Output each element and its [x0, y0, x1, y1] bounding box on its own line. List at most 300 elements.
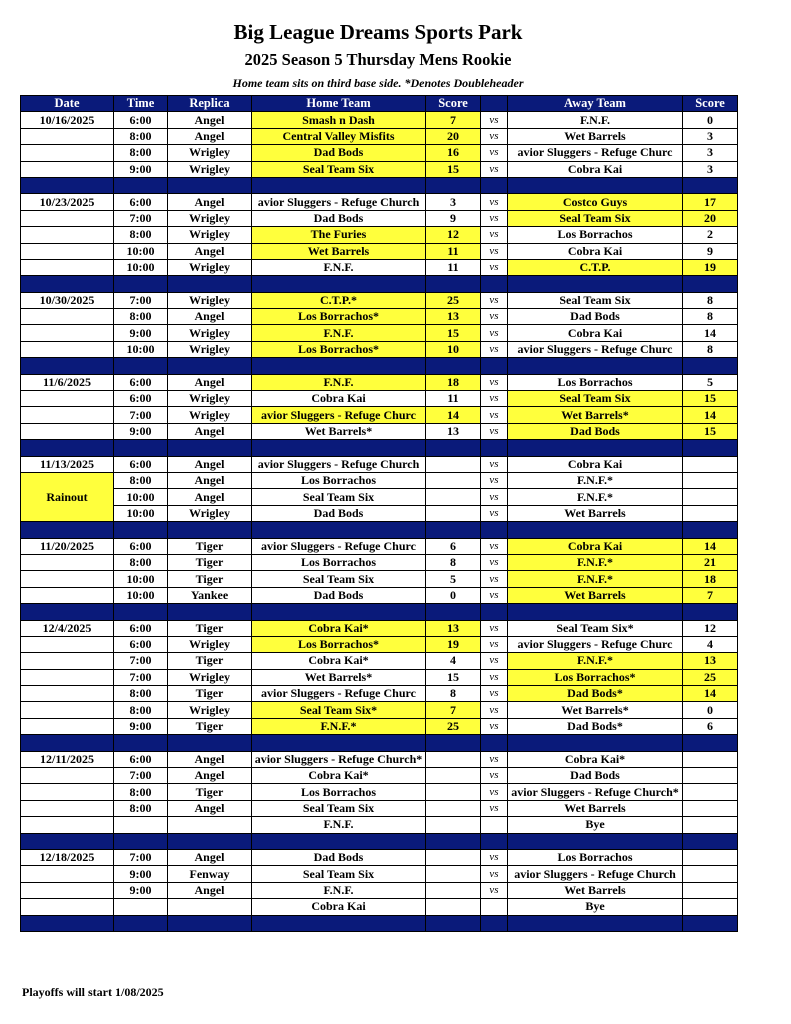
date-cell: 11/20/2025 [21, 538, 114, 554]
home-score-cell: 6 [426, 538, 481, 554]
home-score-cell: 20 [426, 128, 481, 144]
replica-cell: Yankee [168, 587, 252, 603]
time-cell: 6:00 [114, 636, 168, 652]
time-cell: 8:00 [114, 784, 168, 800]
separator-cell [481, 915, 508, 931]
away-team-cell: Dad Bods [508, 768, 683, 784]
vs-cell: vs [481, 292, 508, 308]
away-team-cell: Dad Bods* [508, 686, 683, 702]
home-team-cell: The Furies [252, 227, 426, 243]
away-score-cell: 3 [683, 145, 738, 161]
date-cell: 12/4/2025 [21, 620, 114, 636]
away-score-cell: 17 [683, 194, 738, 210]
home-team-cell: F.N.F. [252, 259, 426, 275]
table-row [21, 210, 738, 226]
time-cell: 8:00 [114, 472, 168, 488]
table-row [21, 505, 738, 521]
away-score-cell: 3 [683, 128, 738, 144]
separator-cell [114, 276, 168, 292]
home-team-cell: Los Borrachos* [252, 341, 426, 357]
separator-cell [21, 440, 114, 456]
home-score-cell: 12 [426, 227, 481, 243]
date-cell [21, 768, 114, 784]
date-cell [21, 309, 114, 325]
home-team-cell: Cobra Kai* [252, 768, 426, 784]
vs-cell: vs [481, 259, 508, 275]
table-row [21, 620, 738, 636]
date-cell: 10/30/2025 [21, 292, 114, 308]
table-row [21, 292, 738, 308]
away-team-cell: Cobra Kai* [508, 751, 683, 767]
home-team-cell: F.N.F.* [252, 718, 426, 734]
home-score-cell: 11 [426, 391, 481, 407]
separator-cell [508, 358, 683, 374]
home-team-cell: avior Sluggers - Refuge Churc [252, 686, 426, 702]
separator-cell [426, 833, 481, 849]
table-row [21, 407, 738, 423]
home-score-cell: 4 [426, 653, 481, 669]
away-score-cell: 20 [683, 210, 738, 226]
home-score-cell [426, 751, 481, 767]
rainout-cell: Rainout [21, 472, 114, 521]
table-row [21, 849, 738, 865]
separator-cell [21, 358, 114, 374]
away-team-cell: Dad Bods [508, 423, 683, 439]
replica-cell: Wrigley [168, 669, 252, 685]
away-team-cell: Costco Guys [508, 194, 683, 210]
away-score-cell: 21 [683, 554, 738, 570]
home-team-cell: Los Borrachos [252, 784, 426, 800]
date-cell [21, 882, 114, 898]
separator-cell [252, 735, 426, 751]
home-score-cell [426, 472, 481, 488]
date-cell [21, 800, 114, 816]
away-score-cell [683, 489, 738, 505]
away-team-cell: Cobra Kai [508, 456, 683, 472]
vs-cell: vs [481, 505, 508, 521]
time-cell: 7:00 [114, 210, 168, 226]
time-cell: 7:00 [114, 669, 168, 685]
separator-cell [426, 735, 481, 751]
table-row [21, 341, 738, 357]
away-team-cell: F.N.F.* [508, 653, 683, 669]
home-score-cell [426, 768, 481, 784]
separator-cell [683, 358, 738, 374]
time-cell: 10:00 [114, 587, 168, 603]
away-team-cell: Dad Bods* [508, 718, 683, 734]
vs-cell [481, 899, 508, 915]
header-note: Home team sits on third base side. *Denotes Doubleheader [232, 76, 524, 90]
table-row [21, 456, 738, 472]
time-cell: 6:00 [114, 374, 168, 390]
replica-cell: Tiger [168, 686, 252, 702]
replica-cell: Tiger [168, 653, 252, 669]
time-cell: 8:00 [114, 800, 168, 816]
away-team-cell: Bye [508, 899, 683, 915]
home-score-cell [426, 489, 481, 505]
replica-cell [168, 817, 252, 833]
away-score-cell: 8 [683, 341, 738, 357]
table-row [21, 751, 738, 767]
separator-cell [168, 276, 252, 292]
date-cell [21, 145, 114, 161]
replica-cell: Tiger [168, 718, 252, 734]
vs-cell: vs [481, 620, 508, 636]
replica-cell: Fenway [168, 866, 252, 882]
away-score-cell [683, 849, 738, 865]
vs-cell: vs [481, 784, 508, 800]
home-score-cell: 25 [426, 718, 481, 734]
vs-cell: vs [481, 161, 508, 177]
replica-cell: Angel [168, 849, 252, 865]
away-score-cell: 3 [683, 161, 738, 177]
separator-cell [426, 177, 481, 193]
table-row [21, 112, 738, 128]
away-score-cell [683, 899, 738, 915]
time-cell: 8:00 [114, 309, 168, 325]
home-team-cell: Los Borrachos [252, 472, 426, 488]
home-score-cell: 15 [426, 669, 481, 685]
schedule-body [21, 112, 738, 932]
away-team-cell: C.T.P. [508, 259, 683, 275]
away-score-cell: 19 [683, 259, 738, 275]
date-cell [21, 407, 114, 423]
vs-cell: vs [481, 456, 508, 472]
time-cell: 9:00 [114, 161, 168, 177]
away-team-cell: Wet Barrels [508, 505, 683, 521]
table-row [21, 227, 738, 243]
away-team-cell: Los Borrachos [508, 849, 683, 865]
time-cell: 8:00 [114, 145, 168, 161]
away-team-cell: Los Borrachos [508, 227, 683, 243]
away-score-cell [683, 866, 738, 882]
date-cell: 10/23/2025 [21, 194, 114, 210]
home-team-cell: Dad Bods [252, 849, 426, 865]
vs-cell: vs [481, 112, 508, 128]
table-row [21, 145, 738, 161]
replica-cell: Angel [168, 489, 252, 505]
time-cell: 6:00 [114, 456, 168, 472]
table-row [21, 702, 738, 718]
vs-cell: vs [481, 128, 508, 144]
home-team-cell: avior Sluggers - Refuge Churc [252, 538, 426, 554]
home-score-cell: 13 [426, 309, 481, 325]
home-score-cell [426, 866, 481, 882]
away-team-cell: Los Borrachos* [508, 669, 683, 685]
table-row [21, 686, 738, 702]
home-team-cell: Los Borrachos* [252, 309, 426, 325]
time-cell: 7:00 [114, 292, 168, 308]
separator-cell [683, 833, 738, 849]
table-row [21, 768, 738, 784]
table-row [21, 554, 738, 570]
home-score-cell: 8 [426, 554, 481, 570]
time-cell: 6:00 [114, 112, 168, 128]
separator-cell [21, 915, 114, 931]
vs-cell: vs [481, 374, 508, 390]
separator-cell [168, 735, 252, 751]
separator-cell [252, 833, 426, 849]
home-team-cell: Dad Bods [252, 587, 426, 603]
date-cell [21, 817, 114, 833]
table-row [21, 538, 738, 554]
table-row [21, 718, 738, 734]
time-cell: 7:00 [114, 407, 168, 423]
home-team-cell: Los Borrachos* [252, 636, 426, 652]
separator-cell [426, 276, 481, 292]
home-score-cell: 5 [426, 571, 481, 587]
home-team-cell: Seal Team Six [252, 161, 426, 177]
home-score-cell: 11 [426, 243, 481, 259]
home-score-cell: 7 [426, 112, 481, 128]
footer-note: Playoffs will start 1/08/2025 [22, 985, 164, 999]
vs-cell: vs [481, 751, 508, 767]
vs-cell: vs [481, 145, 508, 161]
away-team-cell: avior Sluggers - Refuge Churc [508, 145, 683, 161]
home-team-cell: Wet Barrels* [252, 669, 426, 685]
col-header-away-team: Away Team [508, 96, 683, 112]
home-team-cell: Cobra Kai [252, 899, 426, 915]
away-team-cell: Seal Team Six [508, 292, 683, 308]
separator-cell [168, 177, 252, 193]
replica-cell: Angel [168, 243, 252, 259]
home-score-cell: 18 [426, 374, 481, 390]
home-team-cell: C.T.P.* [252, 292, 426, 308]
home-team-cell: Dad Bods [252, 145, 426, 161]
replica-cell: Tiger [168, 784, 252, 800]
separator-cell [508, 915, 683, 931]
replica-cell: Wrigley [168, 407, 252, 423]
time-cell: 10:00 [114, 489, 168, 505]
table-row [21, 882, 738, 898]
vs-cell: vs [481, 391, 508, 407]
away-score-cell: 14 [683, 538, 738, 554]
date-cell [21, 587, 114, 603]
replica-cell: Tiger [168, 620, 252, 636]
separator-cell [252, 358, 426, 374]
away-score-cell: 2 [683, 227, 738, 243]
away-team-cell: Cobra Kai [508, 538, 683, 554]
col-header-date: Date [21, 96, 114, 112]
vs-cell: vs [481, 210, 508, 226]
table-row [21, 669, 738, 685]
away-score-cell [683, 817, 738, 833]
replica-cell: Wrigley [168, 210, 252, 226]
away-score-cell: 12 [683, 620, 738, 636]
table-header-row [21, 96, 738, 112]
time-cell: 9:00 [114, 325, 168, 341]
date-cell: 11/13/2025 [21, 456, 114, 472]
separator-cell [426, 440, 481, 456]
table-row [21, 899, 738, 915]
separator-cell [481, 440, 508, 456]
away-team-cell: Dad Bods [508, 309, 683, 325]
home-score-cell: 11 [426, 259, 481, 275]
separator-cell [252, 604, 426, 620]
home-score-cell [426, 899, 481, 915]
home-team-cell: F.N.F. [252, 325, 426, 341]
time-cell: 7:00 [114, 653, 168, 669]
date-cell [21, 391, 114, 407]
separator-cell [114, 177, 168, 193]
table-row [21, 161, 738, 177]
separator-cell [21, 735, 114, 751]
time-cell: 6:00 [114, 620, 168, 636]
replica-cell [168, 899, 252, 915]
vs-cell: vs [481, 227, 508, 243]
separator-cell [508, 276, 683, 292]
separator-cell [21, 604, 114, 620]
separator-cell [426, 915, 481, 931]
away-score-cell: 13 [683, 653, 738, 669]
time-cell: 6:00 [114, 751, 168, 767]
away-team-cell: Wet Barrels* [508, 407, 683, 423]
replica-cell: Angel [168, 472, 252, 488]
home-team-cell: Cobra Kai* [252, 653, 426, 669]
home-team-cell: Dad Bods [252, 210, 426, 226]
separator-cell [168, 604, 252, 620]
date-cell [21, 227, 114, 243]
separator-cell [683, 440, 738, 456]
separator-cell [683, 915, 738, 931]
vs-cell [481, 817, 508, 833]
separator-cell [114, 358, 168, 374]
page-title: Big League Dreams Sports Park [233, 20, 523, 44]
home-team-cell: Central Valley Misfits [252, 128, 426, 144]
home-score-cell: 13 [426, 620, 481, 636]
week-separator-row [21, 276, 738, 292]
away-team-cell: Los Borrachos [508, 374, 683, 390]
separator-cell [683, 276, 738, 292]
replica-cell: Wrigley [168, 505, 252, 521]
home-team-cell: avior Sluggers - Refuge Church [252, 194, 426, 210]
page-subtitle: 2025 Season 5 Thursday Mens Rookie [244, 50, 512, 69]
separator-cell [252, 522, 426, 538]
time-cell: 10:00 [114, 505, 168, 521]
date-cell [21, 128, 114, 144]
col-header-home-score: Score [426, 96, 481, 112]
away-team-cell: F.N.F.* [508, 472, 683, 488]
separator-cell [426, 604, 481, 620]
away-score-cell: 14 [683, 325, 738, 341]
separator-cell [508, 735, 683, 751]
time-cell: 8:00 [114, 227, 168, 243]
home-score-cell [426, 784, 481, 800]
home-team-cell: Seal Team Six [252, 489, 426, 505]
table-row [21, 800, 738, 816]
table-row [21, 472, 738, 488]
table-row [21, 391, 738, 407]
replica-cell: Angel [168, 194, 252, 210]
col-header-replica: Replica [168, 96, 252, 112]
home-score-cell: 3 [426, 194, 481, 210]
away-team-cell: F.N.F.* [508, 571, 683, 587]
date-cell [21, 718, 114, 734]
home-team-cell: Seal Team Six* [252, 702, 426, 718]
away-team-cell: Bye [508, 817, 683, 833]
away-score-cell: 15 [683, 391, 738, 407]
home-team-cell: F.N.F. [252, 817, 426, 833]
time-cell: 6:00 [114, 538, 168, 554]
vs-cell: vs [481, 194, 508, 210]
separator-cell [481, 735, 508, 751]
time-cell: 8:00 [114, 554, 168, 570]
vs-cell: vs [481, 718, 508, 734]
time-cell: 7:00 [114, 768, 168, 784]
replica-cell: Wrigley [168, 636, 252, 652]
replica-cell: Angel [168, 456, 252, 472]
home-team-cell: Smash n Dash [252, 112, 426, 128]
away-score-cell: 9 [683, 243, 738, 259]
separator-cell [481, 604, 508, 620]
home-score-cell: 19 [426, 636, 481, 652]
away-score-cell: 14 [683, 686, 738, 702]
replica-cell: Wrigley [168, 292, 252, 308]
time-cell: 9:00 [114, 866, 168, 882]
separator-cell [508, 177, 683, 193]
separator-cell [481, 522, 508, 538]
vs-cell: vs [481, 702, 508, 718]
date-cell: 12/18/2025 [21, 849, 114, 865]
table-row [21, 374, 738, 390]
date-cell [21, 325, 114, 341]
replica-cell: Angel [168, 309, 252, 325]
vs-cell: vs [481, 653, 508, 669]
home-score-cell: 16 [426, 145, 481, 161]
date-cell [21, 636, 114, 652]
home-team-cell: Seal Team Six [252, 866, 426, 882]
vs-cell: vs [481, 341, 508, 357]
home-team-cell: avior Sluggers - Refuge Church [252, 456, 426, 472]
home-score-cell [426, 456, 481, 472]
time-cell [114, 817, 168, 833]
replica-cell: Tiger [168, 571, 252, 587]
time-cell: 10:00 [114, 571, 168, 587]
separator-cell [683, 522, 738, 538]
vs-cell: vs [481, 538, 508, 554]
col-header-time: Time [114, 96, 168, 112]
vs-cell: vs [481, 554, 508, 570]
home-team-cell: Seal Team Six [252, 800, 426, 816]
vs-cell: vs [481, 407, 508, 423]
table-row [21, 587, 738, 603]
date-cell [21, 784, 114, 800]
separator-cell [21, 177, 114, 193]
away-team-cell: Cobra Kai [508, 243, 683, 259]
date-cell [21, 866, 114, 882]
separator-cell [508, 604, 683, 620]
away-team-cell: Seal Team Six* [508, 620, 683, 636]
week-separator-row [21, 440, 738, 456]
away-team-cell: Wet Barrels* [508, 702, 683, 718]
home-team-cell: avior Sluggers - Refuge Church* [252, 751, 426, 767]
home-score-cell: 25 [426, 292, 481, 308]
separator-cell [21, 522, 114, 538]
home-team-cell: Wet Barrels* [252, 423, 426, 439]
schedule-table [20, 95, 738, 932]
separator-cell [481, 833, 508, 849]
home-score-cell [426, 849, 481, 865]
replica-cell: Angel [168, 882, 252, 898]
date-cell [21, 341, 114, 357]
separator-cell [481, 177, 508, 193]
away-team-cell: Cobra Kai [508, 325, 683, 341]
vs-cell: vs [481, 768, 508, 784]
date-cell [21, 161, 114, 177]
replica-cell: Wrigley [168, 259, 252, 275]
time-cell: 9:00 [114, 423, 168, 439]
vs-cell: vs [481, 571, 508, 587]
